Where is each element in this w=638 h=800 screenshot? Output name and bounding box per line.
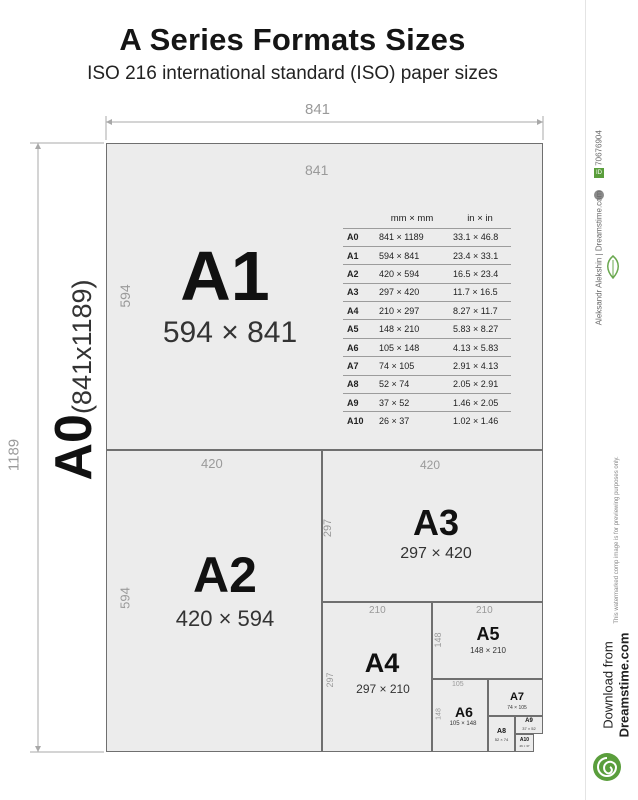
a4-width-label: 210 — [369, 605, 386, 616]
row-name: A8 — [343, 375, 375, 393]
size-table-header — [343, 210, 511, 228]
row-in: 8.27 × 11.7 — [449, 302, 511, 320]
row-in: 23.4 × 33.1 — [449, 246, 511, 264]
a3-name: A3 — [412, 502, 460, 543]
row-mm: 210 × 297 — [375, 302, 449, 320]
a7-name: A7 — [509, 691, 525, 703]
table-row — [343, 375, 511, 393]
a6-height-label: 148 — [435, 708, 443, 720]
a3-height-label: 297 — [322, 518, 334, 538]
row-name: A0 — [343, 228, 375, 246]
row-mm: 52 × 74 — [375, 375, 449, 393]
row-in: 2.05 × 2.91 — [449, 375, 511, 393]
row-mm: 594 × 841 — [375, 246, 449, 264]
table-row — [343, 394, 511, 412]
a3-dims: 297 × 420 — [400, 545, 472, 562]
row-name: A10 — [343, 412, 375, 430]
table-row — [343, 283, 511, 301]
table-row — [343, 320, 511, 338]
size-table-col-mm: mm × mm — [390, 213, 434, 225]
a2-name: A2 — [193, 547, 257, 603]
a7-dims: 74 × 105 — [507, 705, 527, 711]
table-row — [343, 357, 511, 375]
row-mm: 148 × 210 — [375, 320, 449, 338]
row-mm: 26 × 37 — [375, 412, 449, 430]
a0-width-label: 841 — [305, 101, 331, 118]
a2-dims: 420 × 594 — [175, 606, 275, 631]
row-in: 2.91 × 4.13 — [449, 357, 511, 375]
a6-name: A6 — [455, 704, 473, 720]
preview-notice: This watermarked comp image is for previewing purposes only. — [614, 456, 620, 624]
a9-name: A9 — [525, 718, 533, 724]
a5-name: A5 — [476, 624, 500, 644]
table-row — [343, 412, 511, 430]
a4-dims: 297 × 210 — [356, 682, 410, 696]
leaf-icon — [602, 254, 624, 280]
row-in: 1.46 × 2.05 — [449, 394, 511, 412]
row-name: A4 — [343, 302, 375, 320]
row-in: 11.7 × 16.5 — [449, 283, 511, 301]
a10-name: A10 — [519, 737, 530, 743]
row-name: A6 — [343, 338, 375, 356]
row-in: 1.02 × 1.46 — [449, 412, 511, 430]
row-name: A1 — [343, 246, 375, 264]
a5-width-label: 210 — [476, 605, 493, 616]
row-in: 4.13 × 5.83 — [449, 338, 511, 356]
image-author: Aleksandr Alekshin | Dreamstime.com — [594, 190, 604, 326]
a1-name: A1 — [180, 237, 270, 315]
row-name: A5 — [343, 320, 375, 338]
page-subtitle: ISO 216 international standard (ISO) paper sizes — [87, 63, 498, 84]
watermark-sidebar — [585, 0, 638, 800]
size-table-col-name — [343, 210, 375, 228]
row-name: A9 — [343, 394, 375, 412]
a0-dims: (841x1189) — [67, 279, 97, 415]
row-mm: 420 × 594 — [375, 265, 449, 283]
a0-label-group — [44, 279, 104, 480]
dreamstime-logo-icon — [592, 752, 622, 782]
a1-dims: 594 × 841 — [162, 316, 298, 349]
a10-dims: 26 × 37 — [519, 744, 530, 748]
table-row — [343, 228, 511, 246]
a0-name: A0 — [45, 414, 103, 481]
a1-height-label: 594 — [117, 284, 133, 308]
a8-dims: 52 × 74 — [494, 737, 509, 742]
a3-width-label: 420 — [420, 458, 441, 472]
brand-label: Dreamstime.com — [616, 632, 632, 738]
download-label: Download from — [600, 641, 616, 729]
size-table — [343, 210, 511, 430]
a6-width-label: 105 — [452, 681, 464, 688]
a5-height-label: 148 — [433, 632, 443, 648]
row-in: 16.5 × 23.4 — [449, 265, 511, 283]
row-name: A7 — [343, 357, 375, 375]
a8-name: A8 — [497, 728, 506, 735]
row-in: 33.1 × 46.8 — [449, 228, 511, 246]
id-badge: ID — [596, 170, 602, 176]
a6-dims: 105 × 148 — [449, 721, 477, 727]
table-row — [343, 246, 511, 264]
page-title: A Series Formats Sizes — [119, 22, 466, 57]
a4-name: A4 — [364, 648, 400, 678]
table-row — [343, 338, 511, 356]
table-row — [343, 302, 511, 320]
row-name: A2 — [343, 265, 375, 283]
a9-dims: 37 × 52 — [522, 726, 536, 731]
row-mm: 297 × 420 — [375, 283, 449, 301]
a4-height-label: 297 — [325, 672, 335, 688]
table-row — [343, 265, 511, 283]
image-id: 70676904 — [594, 130, 604, 166]
row-mm: 37 × 52 — [375, 394, 449, 412]
a1-width-label: 841 — [305, 162, 329, 178]
a5-dims: 148 × 210 — [470, 646, 506, 655]
row-mm: 74 × 105 — [375, 357, 449, 375]
size-table-col-in: in × in — [467, 213, 493, 225]
a2-width-label: 420 — [201, 456, 223, 471]
row-mm: 105 × 148 — [375, 338, 449, 356]
row-name: A3 — [343, 283, 375, 301]
a2-height-label: 594 — [117, 587, 133, 609]
row-in: 5.83 × 8.27 — [449, 320, 511, 338]
row-mm: 841 × 1189 — [375, 228, 449, 246]
a0-height-label: 1189 — [5, 438, 23, 472]
